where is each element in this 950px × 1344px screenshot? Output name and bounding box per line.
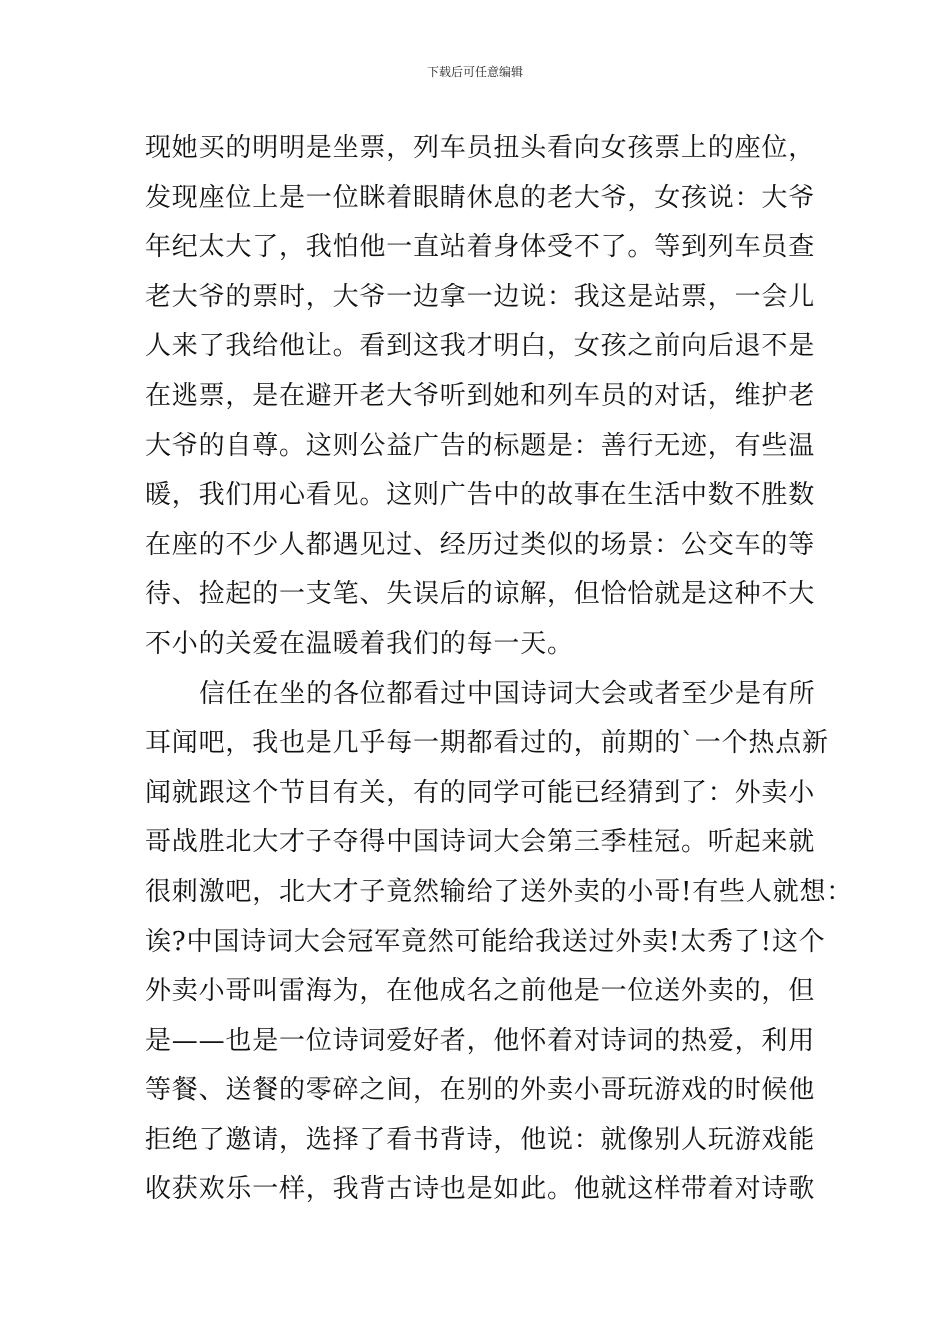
text-line: 大爷的自尊。这则公益广告的标题是：善行无迹，有些温	[145, 430, 816, 461]
text-line: 发现座位上是一位眯着眼睛休息的老大爷，女孩说：大爷	[145, 182, 816, 213]
text-line: 人来了我给他让。看到这我才明白，女孩之前向后退不是	[145, 331, 816, 362]
text-line: 诶?中国诗词大会冠军竟然可能给我送过外卖!太秀了!这个	[145, 926, 826, 957]
text-line: 闻就跟这个节目有关，有的同学可能已经猜到了：外卖小	[145, 777, 816, 808]
text-line: 耳闻吧，我也是几乎每一期都看过的，前期的`一个热点新	[145, 728, 829, 759]
text-line: 很刺激吧，北大才子竟然输给了送外卖的小哥!有些人就想：	[145, 876, 854, 907]
text-line: 拒绝了邀请，选择了看书背诗，他说：就像别人玩游戏能	[145, 1124, 816, 1155]
text-line: 不小的关爱在温暖着我们的每一天。	[145, 628, 574, 659]
text-line: 年纪太大了，我怕他一直站着身体受不了。等到列车员查	[145, 232, 816, 263]
page-header: 下载后可任意编辑	[426, 65, 523, 79]
text-line: 在座的不少人都遇见过、经历过类似的场景：公交车的等	[145, 529, 816, 560]
paragraph	[145, 124, 835, 670]
text-line: 老大爷的票时，大爷一边拿一边说：我这是站票，一会儿	[145, 281, 816, 312]
paragraph	[145, 670, 854, 1216]
text-line: 外卖小哥叫雷海为，在他成名之前他是一位送外卖的，但	[145, 976, 816, 1007]
document-body	[145, 124, 854, 1215]
text-line: 哥战胜北大才子夺得中国诗词大会第三季桂冠。听起来就	[145, 827, 816, 858]
text-line: 收获欢乐一样，我背古诗也是如此。他就这样带着对诗歌	[145, 1174, 816, 1205]
text-line: 是——也是一位诗词爱好者，他怀着对诗词的热爱，利用	[145, 1025, 816, 1056]
text-line: 现她买的明明是坐票，列车员扭头看向女孩票上的座位，	[145, 133, 816, 163]
text-line: 待、捡起的一支笔、失误后的谅解，但恰恰就是这种不大	[145, 579, 816, 610]
text-line: 在逃票，是在避开老大爷听到她和列车员的对话，维护老	[145, 380, 816, 411]
text-line: 暖，我们用心看见。这则广告中的故事在生活中数不胜数	[145, 480, 816, 511]
text-line: 等餐、送餐的零碎之间，在别的外卖小哥玩游戏的时候他	[145, 1075, 816, 1106]
text-line: 信任在坐的各位都看过中国诗词大会或者至少是有所	[199, 678, 816, 709]
